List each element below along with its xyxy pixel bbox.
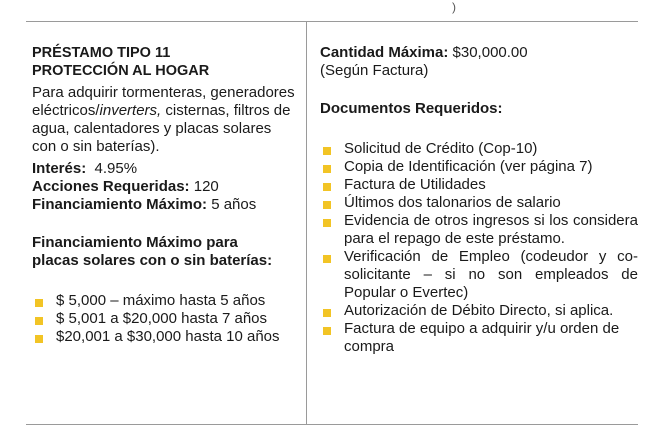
list-item-text: Factura de Utilidades [344, 176, 486, 193]
list-item-text: Verificación de Empleo (codeudor y co-solicitante – si no son empleados de Popular o Evertec) [344, 248, 638, 301]
bullet-square-icon [323, 165, 331, 173]
list-item-text: $ 5,001 a $20,000 hasta 7 años [56, 310, 268, 327]
list-item [320, 302, 638, 320]
interest-row [32, 160, 296, 178]
financing-value: 5 años [211, 196, 257, 213]
list-item [32, 310, 296, 328]
list-item [320, 194, 638, 212]
bullet-square-icon [323, 201, 331, 209]
bullet-square-icon [323, 309, 331, 317]
bullet-square-icon [35, 299, 43, 307]
list-item [320, 158, 638, 176]
solar-heading [32, 234, 296, 270]
list-item-text: Evidencia de otros ingresos si los considera para el repago de este préstamo. [344, 212, 638, 247]
list-item-text: Últimos dos talonarios de salario [344, 194, 561, 211]
list-item-text: Copia de Identificación (ver página 7) [344, 158, 593, 175]
bullet-square-icon [323, 327, 331, 335]
bullet-square-icon [35, 317, 43, 325]
shares-row [32, 178, 296, 196]
documents-list [320, 140, 638, 356]
loan-title-line2: PROTECCIÓN AL HOGAR [32, 63, 210, 79]
description-rest: cisternas, filtros de agua, calentadores y placas solares con o sin baterías). [32, 102, 291, 155]
list-item [320, 176, 638, 194]
loan-title-line1: PRÉSTAMO TIPO 11 [32, 45, 171, 61]
bullet-square-icon [323, 147, 331, 155]
description-plain: Para adquirir tormenteras, generadores eléctricos/ [32, 84, 295, 119]
bullet-square-icon [35, 335, 43, 343]
left-column [32, 44, 296, 346]
solar-list [32, 292, 296, 346]
interest-label: Interés: [32, 160, 87, 177]
financing-label: Financiamiento Máximo: [32, 196, 208, 213]
description-italic: inverters, [99, 102, 162, 119]
top-rule [26, 21, 638, 22]
max-amount-label: Cantidad Máxima: [320, 44, 449, 61]
shares-label: Acciones Requeridas: [32, 178, 190, 195]
max-amount-value: $30,000.00 [452, 44, 528, 61]
list-item [320, 248, 638, 302]
max-amount-row [320, 44, 638, 62]
shares-value: 120 [193, 178, 219, 195]
top-mark: ) [452, 0, 456, 14]
right-column [320, 44, 638, 356]
financing-row [32, 196, 296, 214]
column-divider [306, 21, 307, 425]
list-item-text: $20,001 a $30,000 hasta 10 años [56, 328, 280, 345]
bullet-square-icon [323, 219, 331, 227]
loan-description [32, 84, 296, 156]
list-item [320, 212, 638, 248]
bottom-rule [26, 424, 638, 425]
documents-heading: Documentos Requeridos: [320, 100, 503, 117]
max-amount-note: (Según Factura) [320, 62, 429, 79]
solar-heading-line1: Financiamiento Máximo para [32, 234, 238, 251]
solar-heading-line2: placas solares con o sin baterías: [32, 252, 273, 269]
list-item [320, 320, 638, 356]
bullet-square-icon [323, 255, 331, 263]
interest-value: 4.95% [94, 160, 138, 177]
list-item [32, 328, 296, 346]
list-item-text: Factura de equipo a adquirir y/u orden de compra [344, 320, 620, 355]
loan-title [32, 44, 296, 80]
bullet-square-icon [323, 183, 331, 191]
list-item-text: Solicitud de Crédito (Cop-10) [344, 140, 538, 157]
list-item [32, 292, 296, 310]
list-item [320, 140, 638, 158]
list-item-text: $ 5,000 – máximo hasta 5 años [56, 292, 266, 309]
list-item-text: Autorización de Débito Directo, si aplica. [344, 302, 614, 319]
